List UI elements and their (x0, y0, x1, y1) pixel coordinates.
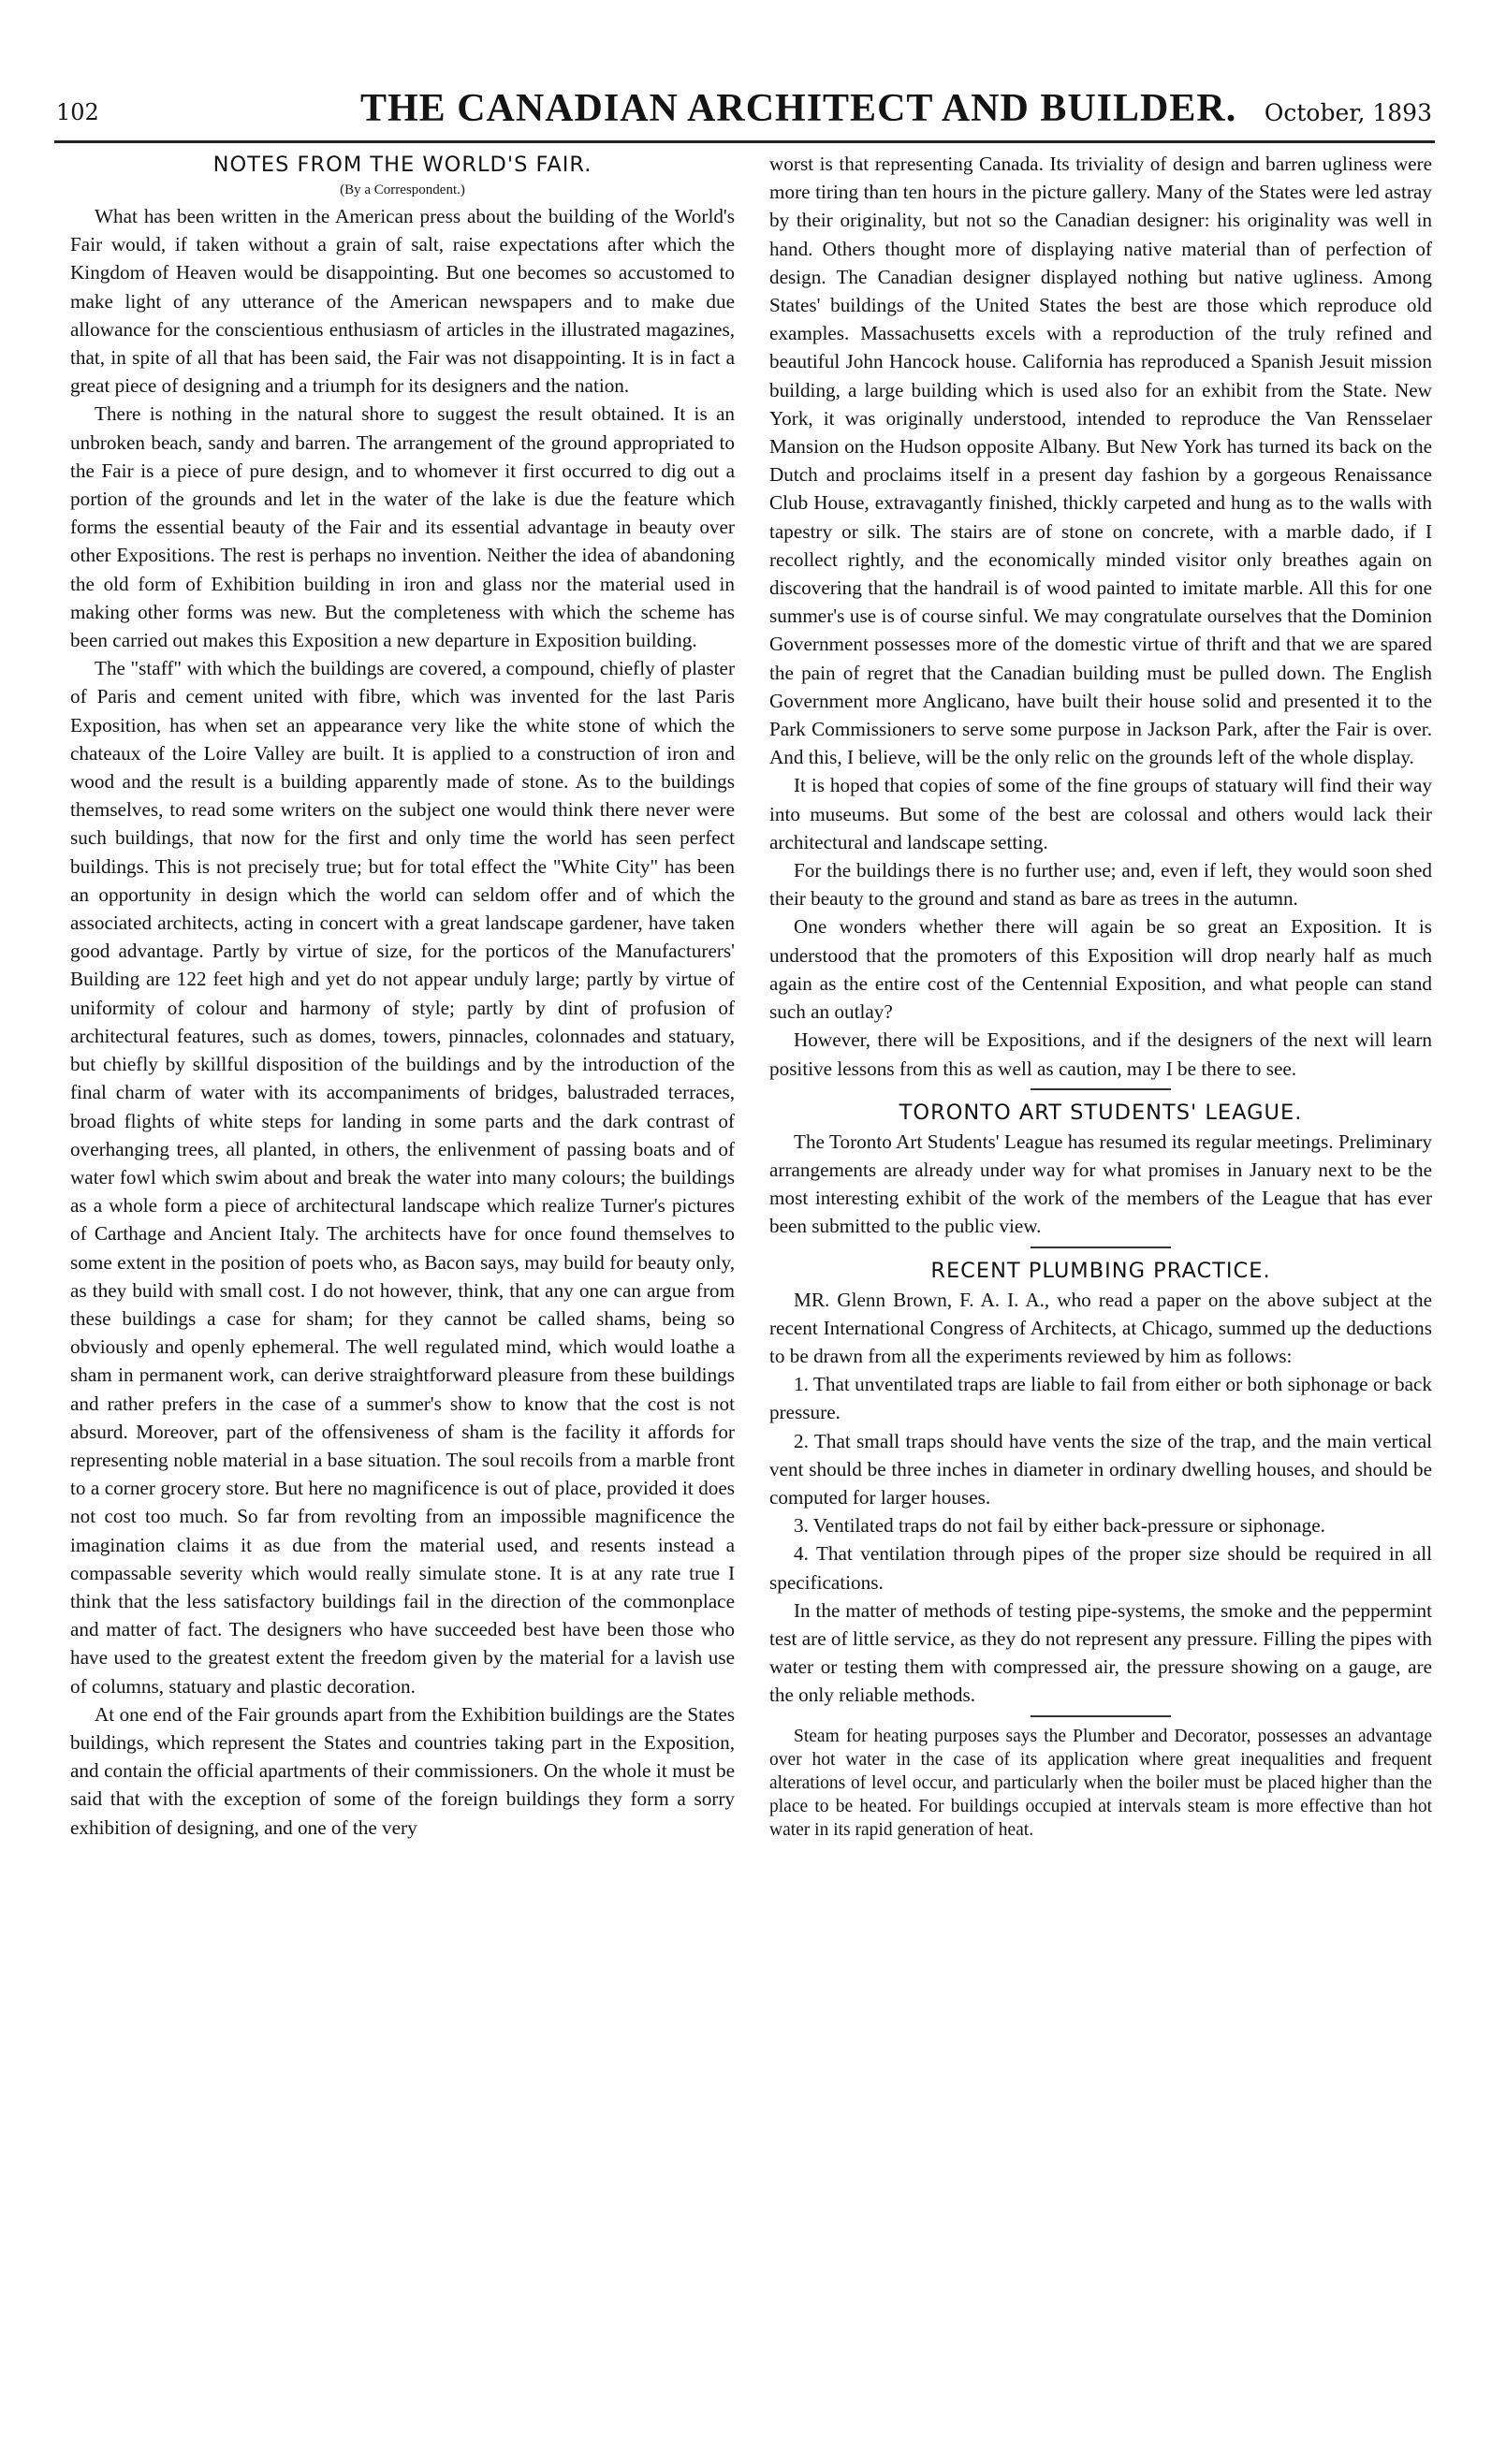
paragraph: The "staff" with which the buildings are covered, a compound, chiefly of plaster of Paris and cement united with fibre, which was invented for the last Paris Exposition, has when set an appearance very like the white stone of which the chateaux of the Loire Valley are built. It is applied to a construction of iron and wood and the result is a building apparently made of stone. As to the buildings themselves, to read some writers on the subject one would think there never were such buildings, that now for the first and only time the world has seen perfect buildings. This is not precisely true; but for total effect the "White City" has been an opportunity in design which the world can seldom offer and of which the associated architects, acting in concert with a great landscape gardener, have taken good advantage. Partly by virtue of size, for the porticos of the Manufacturers' Building are 122 feet high and yet do not appear unduly large; partly by virtue of uniformity of colour and harmony of style; partly by dint of profusion of architectural features, such as domes, towers, pinnacles, colonnades and statuary, but chiefly by skillful disposition of the buildings and by the introduction of the final charm of water with its accompaniments of bridges, balustraded terraces, broad flights of white steps for landing in some parts and the dark contrast of overhanging trees, all planted, in others, the enlivenment of passing boats and of water fowl which swim about and break the water into many colours; the buildings as a whole form a piece of architectural landscape which realize Turner's pictures of Carthage and Ancient Italy. The architects have for once found themselves to some extent in the position of poets who, as Bacon says, may build for beauty only, as they build with small cost. I do not however, think, that any one can argue from these buildings a case for sham; for they cannot be called shams, being so obviously and openly ephemeral. The well regulated mind, which would loathe a sham in permanent work, can derive straightforward pleasure from these buildings and rather prefers in the case of a summer's show to know that the cost is not absurd. Moreover, part of the offensiveness of sham is the facility it affords for representing noble material in a base situation. The soul recoils from a marble front to a corner grocery store. But here no magnificence is out of place, provided it does not cost too much. So far from revolting from an impossible magnificence the imagination claims it as due from the material used, and resents instead a compassable severity which would really simulate stone. It is at any rate true I think that the less satisfactory buildings fail in the direction of the commonplace and matter of fact. The designers who have succeeded best have been those who have used to the greatest extent the freedom given by the material for a lavish use of columns, statuary and plastic decoration. (70, 657, 735, 1698)
paragraph: For the buildings there is no further use; and, even if left, they would soon shed their beauty to the ground and stand as bare as trees in the autumn. (769, 859, 1432, 911)
paragraph: worst is that representing Canada. Its triviality of design and barren ugliness were more tiring than ten hours in the picture gallery. Many of the States were led astray by their originality, but not so the Canadian designer: his originality was well in hand. Others thought more of displaying native material than of perfection of design. The Canadian designer displayed nothing but native ugliness. Among States' buildings of the United States the best are those which reproduce old examples. Massachusetts excels with a reproduction of the truly refined and beautiful John Hancock house. California has reproduced a Spanish Jesuit mission building, a large building which is used also for an exhibit from the State. New York, it was originally understood, intended to reproduce the Van Rensselaer Mansion on the Hudson opposite Albany. But New York has turned its back on the Dutch and proclaims itself in a present day fashion by a gorgeous Renaissance Club House, extravagantly finished, thickly carpeted and hung as to the walls with tapestry or silk. The stairs are of stone on concrete, with a marble dado, if I recollect rightly, and the economically minded visitor only breathes again on discovering that the handrail is of wood painted to imitate marble. All this for one summer's use is of course sinful. We may congratulate ourselves that the Dominion Government possesses more of the domestic virtue of thrift and that we are spared the pain of regret that the Canadian building must be pulled down. The English Government more Anglicano, have built their house solid and presented it to the Park Commissioners to serve some purpose in Jackson Park, after the Fair is over. And this, I believe, will be the only relic on the grounds left of the whole display. (769, 153, 1432, 769)
article-byline: (By a Correspondent.) (340, 182, 465, 197)
left-column (70, 150, 735, 1842)
list-item: 2. That small traps should have vents the size of the trap, and the main vertical vent should be three inches in diameter in ordinary dwelling houses, and should be computed for larger houses. (769, 1429, 1432, 1509)
paragraph: MR. Glenn Brown, F. A. I. A., who read a paper on the above subject at the recent International Congress of Architects, at Chicago, summed up the deductions to be drawn from all the experiments reviewed by him as follows: (769, 1288, 1432, 1367)
article-title-toronto-league: TORONTO ART STUDENTS' LEAGUE. (899, 1100, 1303, 1125)
paragraph: However, there will be Expositions, and if the designers of the next will learn positive lessons from this as well as caution, may I be there to see. (769, 1028, 1432, 1080)
list-item: 4. That ventilation through pipes of the proper size should be required in all specifications. (769, 1542, 1432, 1594)
paragraph: It is hoped that copies of some of the fine groups of statuary will find their way into museums. But some of the best are colossal and others would lack their architectural and landscape setting. (769, 774, 1432, 853)
paragraph: The Toronto Art Students' League has resumed its regular meetings. Preliminary arrangements are already under way for what promises in January next to be the most interesting exhibit of the work of the members of the League that has ever been submitted to the public view. (769, 1130, 1432, 1238)
section-divider (1031, 1715, 1171, 1717)
list-item: 3. Ventilated traps do not fail by either back-pressure or siphonage. (794, 1514, 1325, 1538)
paragraph: At one end of the Fair grounds apart from the Exhibition buildings are the States buildings, which represent the States and countries taking part in the Exposition, and contain the official apartments of their commissioners. On the whole it must be said that with the exception of some of the foreign buildings they form a sorry exhibition of designing, and one of the very (70, 1702, 735, 1839)
masthead: THE CANADIAN ARCHITECT AND BUILDER. (360, 87, 1237, 130)
paragraph: One wonders whether there will again be so great an Exposition. It is understood that the promoters of this Exposition will drop nearly half as much again as the entire cost of the Centennial Exposition, and what people can stand such an outlay? (769, 915, 1432, 1024)
header-rule (54, 140, 1435, 143)
paragraph: In the matter of methods of testing pipe-systems, the smoke and the peppermint test are of little service, as they do not represent any pressure. Filling the pipes with water or testing them with compressed air, the pressure showing on a gauge, are the only reliable methods. (769, 1598, 1432, 1707)
article-title-plumbing: RECENT PLUMBING PRACTICE. (930, 1258, 1271, 1283)
page-number: 102 (56, 99, 99, 125)
paragraph: What has been written in the American press about the building of the World's Fair would, if taken without a grain of salt, raise expectations after which the Kingdom of Heaven would be disappointing. But one becomes so accustomed to make light of any utterance of the American newspapers and to make due allowance for the conscientious enthusiasm of articles in the illustrated magazines, that, in spite of all that has been said, the Fair was not disappointing. It is in fact a great piece of designing and a triumph for its designers and the nation. (70, 205, 735, 398)
section-divider (1031, 1088, 1171, 1090)
right-column (769, 150, 1432, 1842)
page-header (56, 86, 1432, 142)
article-title-worlds-fair: NOTES FROM THE WORLD'S FAIR. (212, 153, 592, 177)
issue-date: October, 1893 (1264, 99, 1432, 126)
list-item: 1. That unventilated traps are liable to fail from either or both siphonage or back pressure. (769, 1373, 1432, 1424)
paragraph: There is nothing in the natural shore to suggest the result obtained. It is an unbroken beach, sandy and barren. The arrangement of the ground appropriated to the Fair is a piece of pure design, and to whomever it first occurred to dig out a portion of the grounds and let in the water of the lake is due the feature which forms the essential beauty of the Fair and its essential advantage in beauty over other Expositions. The rest is perhaps no invention. Neither the idea of abandoning the old form of Exhibition building in iron and glass nor the material used in making other forms was new. But the completeness with which the scheme has been carried out makes this Exposition a new departure in Exposition building. (70, 402, 735, 652)
paragraph-steam: Steam for heating purposes says the Plumber and Decorator, possesses an advantage over hot water in the case of its application where great inequalities and frequent alterations of level occur, and particularly when the boiler must be placed higher than the place to be heated. For buildings occupied at intervals steam is more effective than hot water in its rapid generation of heat. (769, 1726, 1432, 1840)
section-divider (1031, 1247, 1171, 1248)
